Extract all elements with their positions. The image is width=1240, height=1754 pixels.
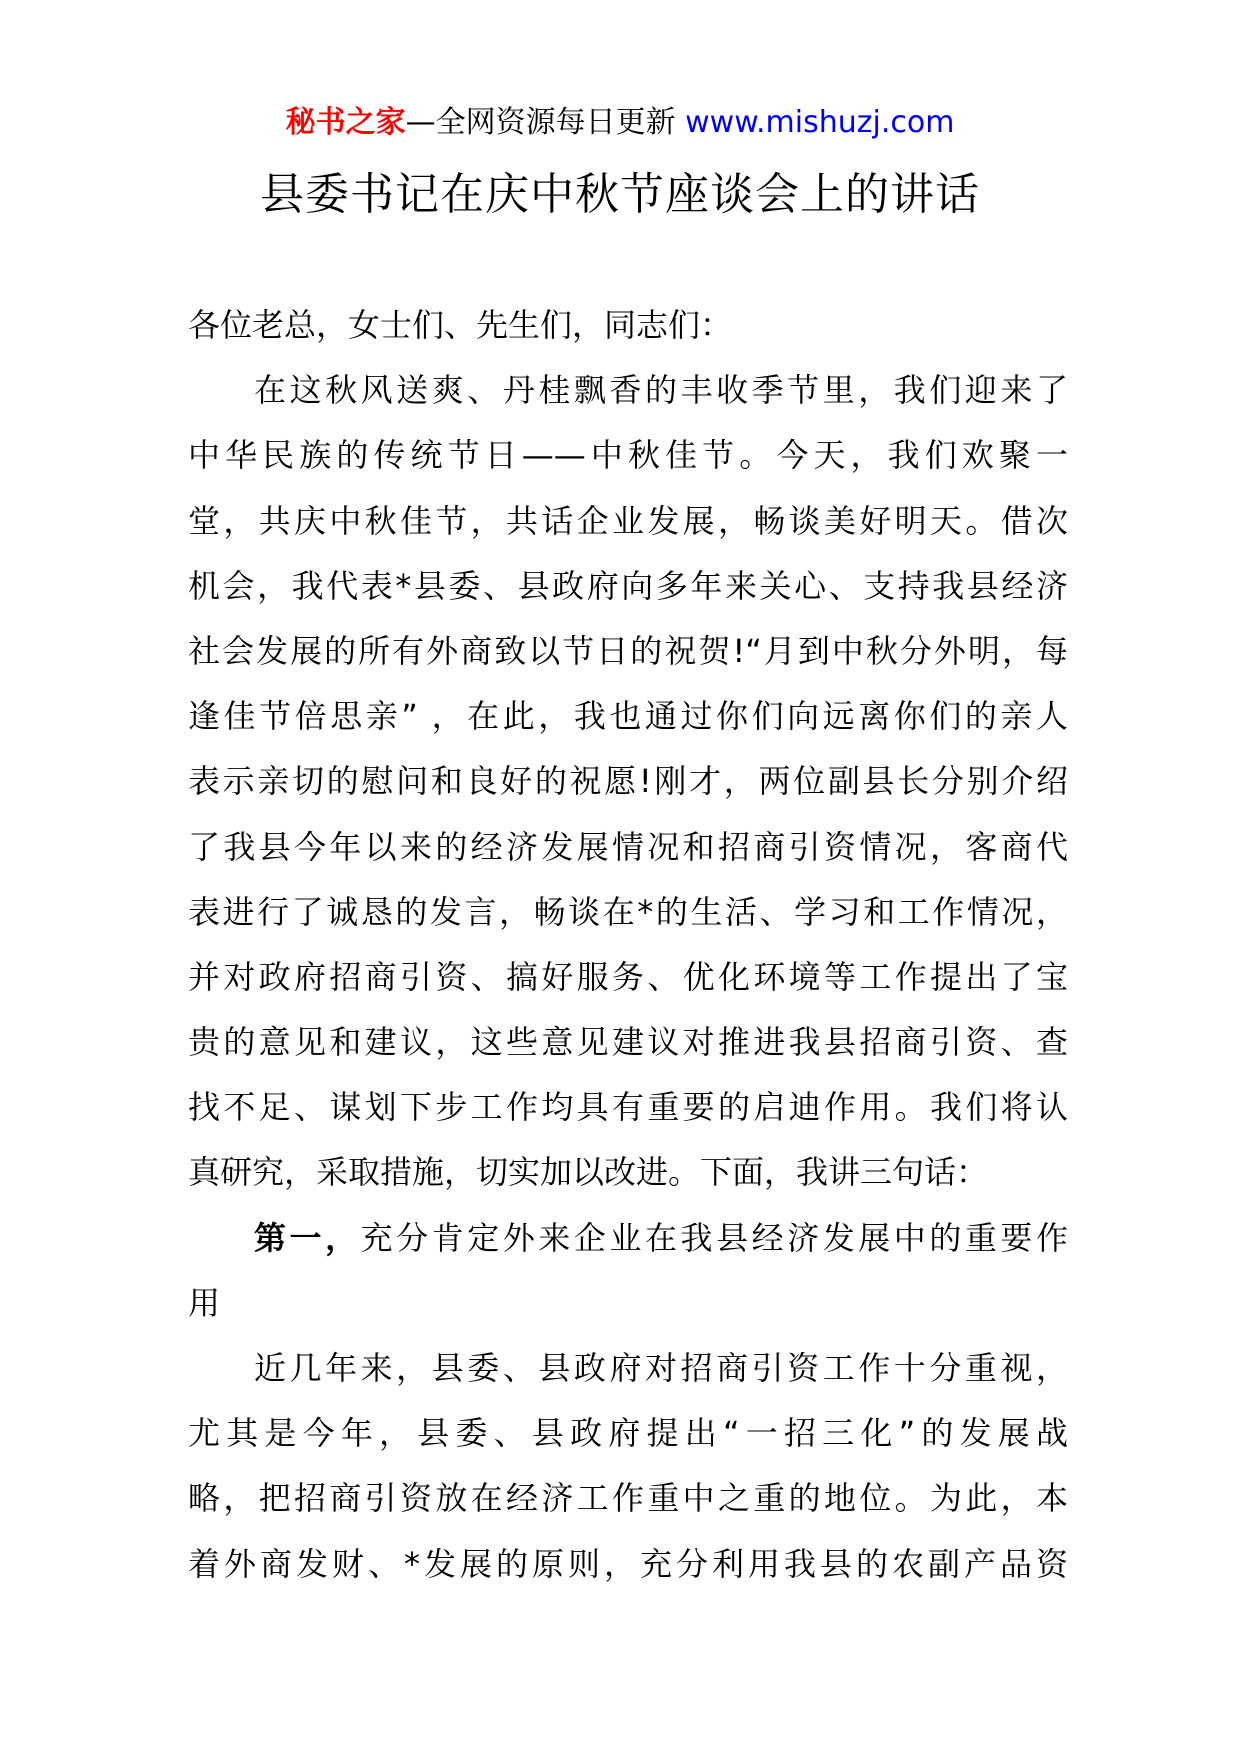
- watermark-brand: 秘书之家: [285, 105, 406, 140]
- body-line: 尤其是今年，县委、县政府提出“一招三化”的发展战: [188, 1414, 1068, 1453]
- body-line: 用: [188, 1283, 221, 1322]
- document-body: [188, 293, 1068, 1597]
- body-line: 着外商发财、*发展的原则，充分利用我县的农副产品资: [188, 1544, 1068, 1583]
- body-line: 在这秋风送爽、丹桂飘香的丰收季节里，我们迎来了: [254, 371, 1068, 410]
- body-line: 并对政府招商引资、搞好服务、优化环境等工作提出了宝: [188, 957, 1068, 996]
- body-line: 表示亲切的慰问和良好的祝愿!刚才，两位副县长分别介绍: [188, 762, 1068, 801]
- body-line: 堂，共庆中秋佳节，共话企业发展，畅谈美好明天。借次: [188, 501, 1068, 540]
- section-heading-prefix: 第一，: [254, 1218, 361, 1257]
- body-line: 找不足、谋划下步工作均具有重要的启迪作用。我们将认: [188, 1088, 1068, 1127]
- body-line: 了我县今年以来的经济发展情况和招商引资情况，客商代: [188, 827, 1068, 866]
- body-line: 各位老总，女士们、先生们，同志们：: [188, 306, 733, 344]
- body-line: 真研究，采取措施，切实加以改进。下面，我讲三句话：: [188, 1153, 989, 1192]
- body-line: 贵的意见和建议，这些意见建议对推进我县招商引资、查: [188, 1023, 1068, 1062]
- watermark-header: [0, 103, 1240, 143]
- body-line: 表进行了诚恳的发言，畅谈在*的生活、学习和工作情况，: [188, 892, 1068, 931]
- watermark-slogan: —全网资源每日更新: [405, 105, 686, 140]
- body-line: 逢佳节倍思亲” ，在此，我也通过你们向远离你们的亲人: [188, 697, 1068, 736]
- body-line: 略，把招商引资放在经济工作重中之重的地位。为此，本: [188, 1479, 1068, 1518]
- body-line: 社会发展的所有外商致以节日的祝贺!“月到中秋分外明，每: [188, 631, 1068, 670]
- document-title: 县委书记在庆中秋节座谈会上的讲话: [260, 169, 980, 220]
- body-line: 中华民族的传统节日——中秋佳节。今天，我们欢聚一: [188, 436, 1068, 475]
- body-line: 机会，我代表*县委、县政府向多年来关心、支持我县经济: [188, 566, 1068, 605]
- body-line: 近几年来，县委、县政府对招商引资工作十分重视，: [254, 1349, 1068, 1387]
- watermark-url[interactable]: www.mishuzj.com: [685, 105, 955, 140]
- section-heading-text: 充分肯定外来企业在我县经济发展中的重要作: [360, 1218, 1068, 1257]
- body-line: [188, 1206, 1068, 1271]
